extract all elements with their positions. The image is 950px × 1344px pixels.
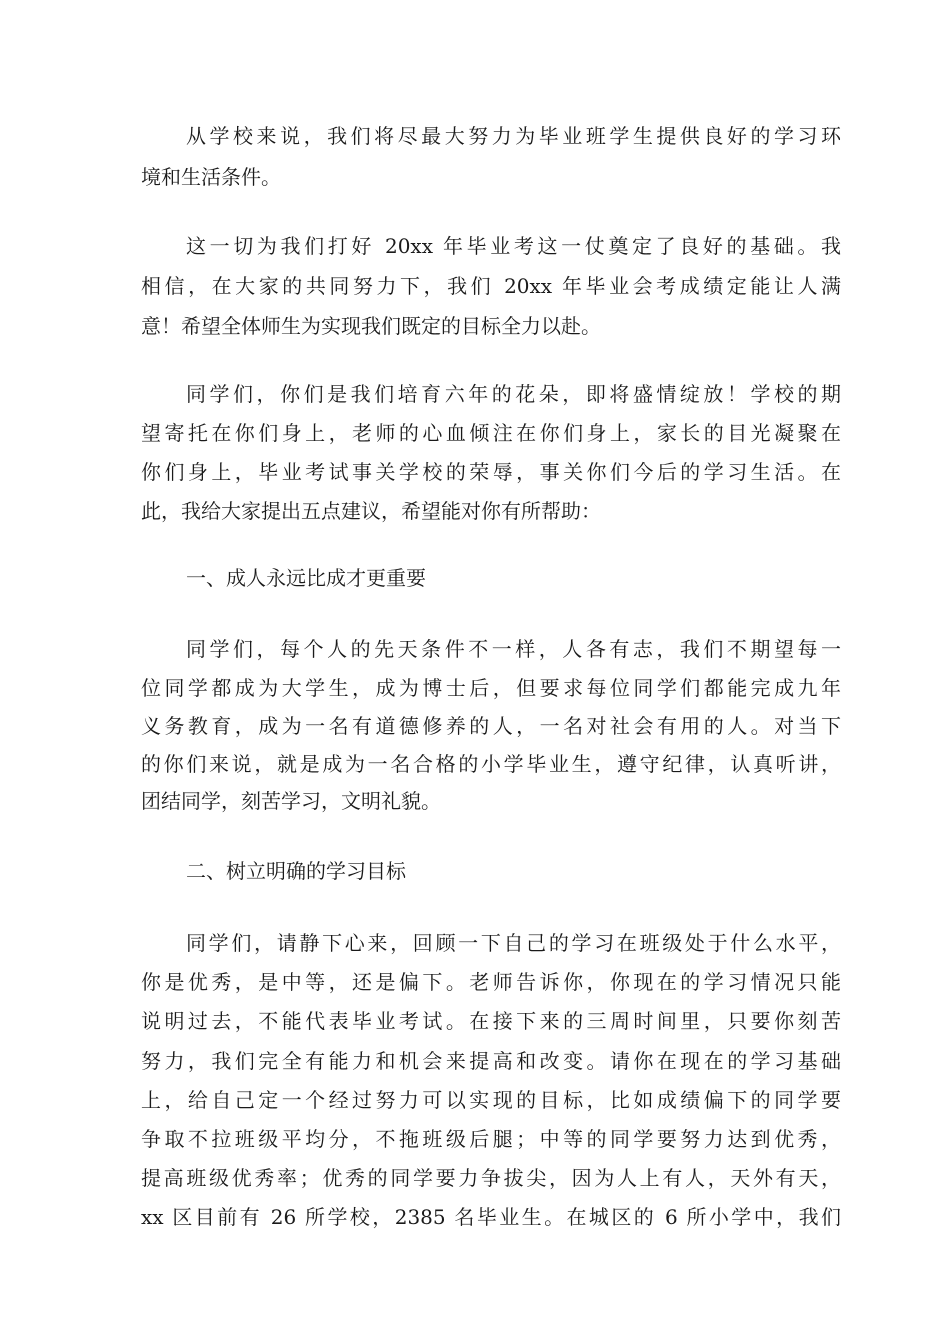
paragraph-5-line-3: 义务教育，成为一名有道德修养的人，一名对社会有用的人。对当下 [141, 714, 841, 738]
paragraph-7-line-8: xx 区目前有 26 所学校，2385 名毕业生。在城区的 6 所小学中，我们 [141, 1205, 841, 1229]
paragraph-5-line-5: 团结同学，刻苦学习，文明礼貌。 [141, 789, 441, 813]
section-heading-2: 二、树立明确的学习目标 [186, 859, 406, 883]
paragraph-3-line-1: 同学们，你们是我们培育六年的花朵，即将盛情绽放！学校的期 [186, 382, 841, 406]
section-heading-1: 一、成人永远比成才更重要 [186, 566, 426, 590]
paragraph-3-line-2: 望寄托在你们身上，老师的心血倾注在你们身上，家长的目光凝聚在 [141, 421, 841, 445]
paragraph-2-line-1: 这一切为我们打好 20xx 年毕业考这一仗奠定了良好的基础。我 [186, 234, 841, 258]
paragraph-5-line-4: 的你们来说，就是成为一名合格的小学毕业生，遵守纪律，认真听讲， [141, 752, 841, 776]
paragraph-2-line-3: 意！希望全体师生为实现我们既定的目标全力以赴。 [141, 314, 601, 338]
paragraph-7-line-4: 努力，我们完全有能力和机会来提高和改变。请你在现在的学习基础 [141, 1049, 841, 1073]
paragraph-7-line-6: 争取不拉班级平均分，不拖班级后腿；中等的同学要努力达到优秀， [141, 1127, 841, 1151]
paragraph-7-line-7: 提高班级优秀率；优秀的同学要力争拔尖，因为人上有人，天外有天， [141, 1166, 841, 1190]
paragraph-7-line-5: 上，给自己定一个经过努力可以实现的目标，比如成绩偏下的同学要 [141, 1088, 841, 1112]
paragraph-5-line-1: 同学们，每个人的先天条件不一样，人各有志，我们不期望每一 [186, 637, 841, 661]
paragraph-3-line-3: 你们身上，毕业考试事关学校的荣辱，事关你们今后的学习生活。在 [141, 460, 841, 484]
paragraph-3-line-4: 此，我给大家提出五点建议，希望能对你有所帮助： [141, 499, 601, 523]
paragraph-2-line-2: 相信，在大家的共同努力下，我们 20xx 年毕业会考成绩定能让人满 [141, 274, 841, 298]
paragraph-1-line-1: 从学校来说，我们将尽最大努力为毕业班学生提供良好的学习环 [186, 124, 841, 148]
paragraph-7-line-3: 说明过去，不能代表毕业考试。在接下来的三周时间里，只要你刻苦 [141, 1009, 841, 1033]
paragraph-1-line-2: 境和生活条件。 [141, 165, 281, 189]
paragraph-5-line-2: 位同学都成为大学生，成为博士后，但要求每位同学们都能完成九年 [141, 676, 841, 700]
paragraph-7-line-2: 你是优秀，是中等，还是偏下。老师告诉你，你现在的学习情况只能 [141, 970, 841, 994]
paragraph-7-line-1: 同学们，请静下心来，回顾一下自己的学习在班级处于什么水平， [186, 931, 841, 955]
